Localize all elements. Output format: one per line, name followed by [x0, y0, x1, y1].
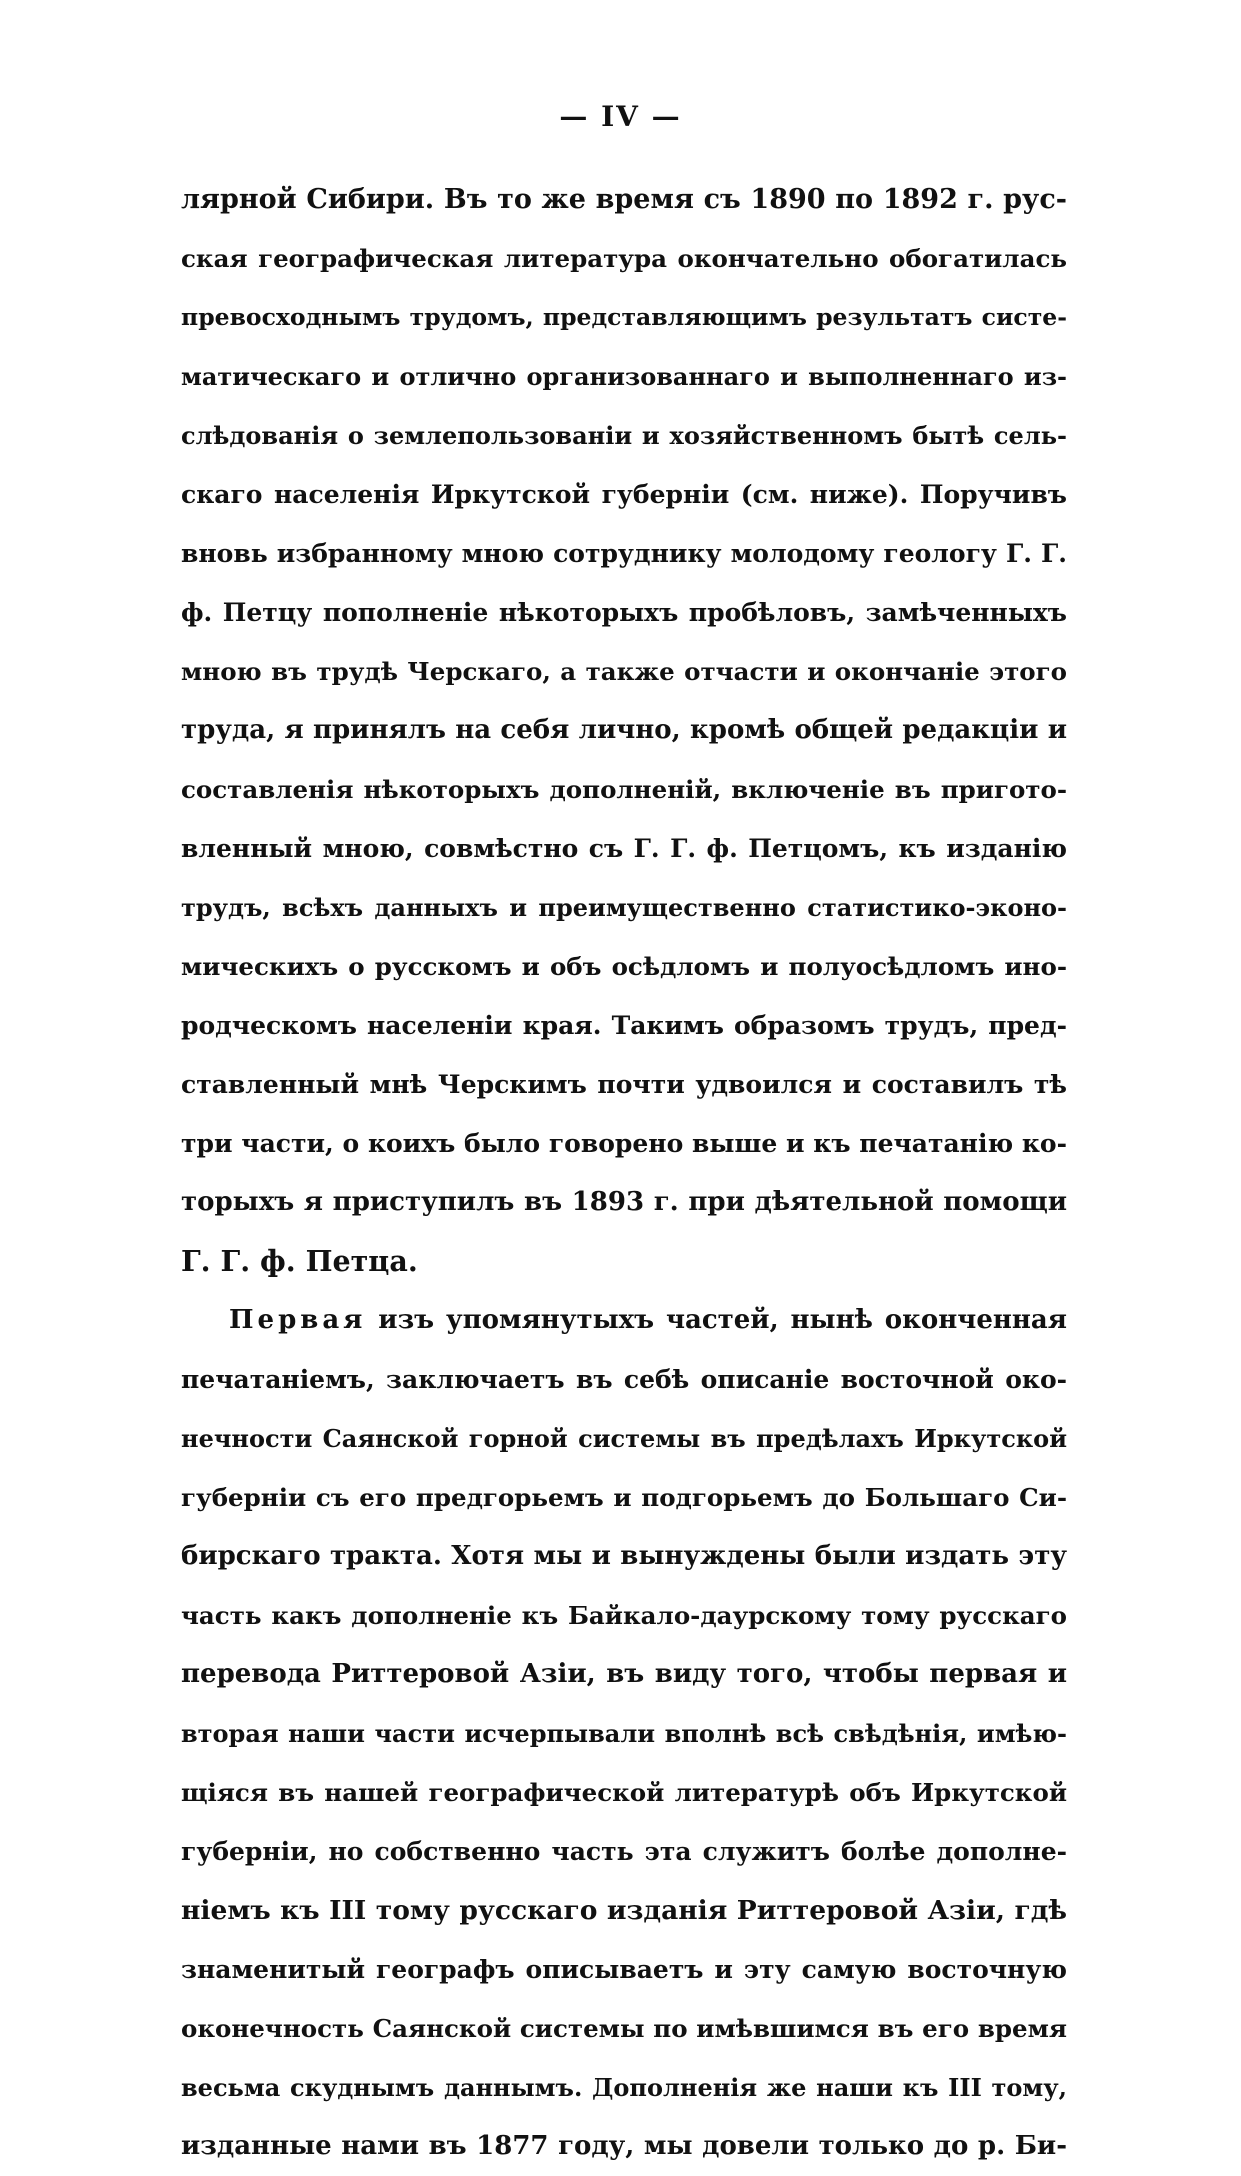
text-line: губерніи, но собственно часть эта служитъ болѣе дополне- [181, 1837, 1067, 1866]
text-line: труда, я принялъ на себя лично, кромѣ общей редакціи и [181, 715, 1067, 745]
text-line: три части, о коихъ было говорено выше и къ печатанію ко- [181, 1129, 1067, 1158]
text-line: ставленный мнѣ Черскимъ почти удвоился и составилъ тѣ [181, 1070, 1067, 1099]
text-line: изданные нами въ 1877 году, мы довели только до р. Би- [181, 2131, 1067, 2161]
text-line: вторая наши части исчерпывали вполнѣ всѣ свѣдѣнія, имѣю- [181, 1719, 1067, 1748]
paragraph-first-line-rest: изъ упомянутыхъ частей, нынѣ оконченная [378, 1305, 1067, 1335]
text-line: Г. Г. ф. Петца. [181, 1244, 418, 1278]
text-line: составленія нѣкоторыхъ дополненій, включеніе въ пригото- [181, 775, 1067, 804]
body-text [181, 170, 1067, 2176]
text-line: весьма скуднымъ даннымъ. Дополненія же наши къ III тому, [181, 2073, 1067, 2102]
text-line: перевода Риттеровой Азіи, въ виду того, чтобы первая и [181, 1659, 1067, 1689]
text-line: мическихъ о русскомъ и объ осѣдломъ и полуосѣдломъ ино- [181, 952, 1067, 981]
text-line: оконечность Саянской системы по имѣвшимся въ его время [181, 2014, 1067, 2043]
text-line: скаго населенія Иркутской губерніи (см. ниже). Поручивъ [181, 480, 1067, 509]
page-number-header: — IV — [559, 100, 682, 133]
text-line: ф. Петцу пополненіе нѣкоторыхъ пробѣловъ, замѣченныхъ [181, 598, 1067, 627]
text-line: слѣдованія о землепользованіи и хозяйственномъ бытѣ сель- [181, 421, 1067, 450]
paragraph-lead-word: Первая [229, 1305, 367, 1335]
text-line: печатаніемъ, заключаетъ въ себѣ описаніе восточной око- [181, 1365, 1067, 1394]
text-line: трудъ, всѣхъ данныхъ и преимущественно статистико-эконо- [181, 893, 1067, 922]
text-line: знаменитый географъ описываетъ и эту самую восточную [181, 1955, 1067, 1984]
text-line: лярной Сибири. Въ то же время съ 1890 по 1892 г. рус- [181, 184, 1067, 215]
text-line: ніемъ къ III тому русскаго изданія Риттеровой Азіи, гдѣ [181, 1895, 1067, 1926]
text-line: губерніи съ его предгорьемъ и подгорьемъ до Большаго Си- [181, 1483, 1067, 1512]
text-line: торыхъ я приступилъ въ 1893 г. при дѣятельной помощи [181, 1187, 1067, 1217]
paragraph-first-line [181, 1291, 1067, 1350]
text-line: превосходнымъ трудомъ, представляющимъ результатъ систе- [181, 303, 1067, 331]
text-line: бирскаго тракта. Хотя мы и вынуждены были издать эту [181, 1541, 1067, 1571]
text-line: часть какъ дополненіе къ Байкало-даурскому тому русскаго [181, 1601, 1067, 1630]
text-line: вновь избранному мною сотруднику молодому геологу Г. Г. [181, 539, 1067, 568]
text-line: нечности Саянской горной системы въ предѣлахъ Иркутской [181, 1424, 1067, 1453]
text-line: вленный мною, совмѣстно съ Г. Г. ф. Петцомъ, къ изданію [181, 834, 1067, 863]
text-line: ская географическая литература окончательно обогатилась [181, 244, 1067, 273]
text-line: мною въ трудѣ Черскаго, а также отчасти и окончаніе этого [181, 657, 1067, 686]
text-line: щіяся въ нашей географической литературѣ объ Иркутской [181, 1778, 1067, 1807]
text-line: родческомъ населеніи края. Такимъ образомъ трудъ, пред- [181, 1011, 1067, 1040]
text-line: матическаго и отлично организованнаго и выполненнаго из- [181, 362, 1067, 391]
